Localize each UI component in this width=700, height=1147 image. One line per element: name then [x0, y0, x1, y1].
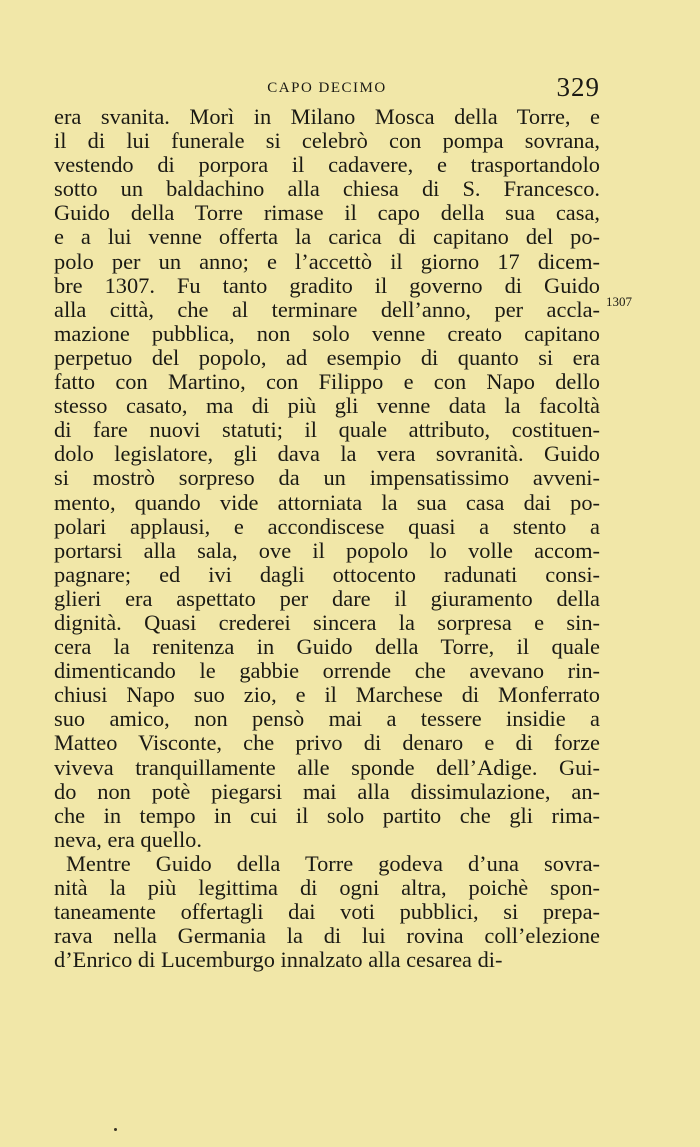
- text-line: di fare nuovi statuti; il quale attributo, costituen-: [54, 417, 600, 443]
- text-line: dimenticando le gabbie orrende che avevano rin-: [54, 658, 600, 684]
- margin-note-year: 1307: [606, 294, 632, 309]
- text-line: dignità. Quasi crederei sincera la sorpresa e sin-: [54, 609, 600, 635]
- text-line: cera la renitenza in Guido della Torre, il quale: [54, 634, 600, 660]
- text-line: e a lui venne offerta la carica di capitano del po-: [54, 224, 600, 250]
- text-line: viveva tranquillamente alle sponde dell’Adige. Gui-: [54, 754, 600, 780]
- text-line: mento, quando vide attorniata la sua casa dai po-: [54, 489, 600, 515]
- text-line: era svanita. Morì in Milano Mosca della Torre, e: [54, 104, 600, 129]
- body-text: [54, 105, 600, 972]
- text-line: Matteo Visconte, che privo di denaro e di forze: [54, 730, 600, 756]
- text-line: vestendo di porpora il cadavere, e trasportandolo: [54, 152, 600, 178]
- text-line: taneamente offertagli dai voti pubblici, si prepa-: [54, 899, 600, 925]
- text-line: polo per un anno; e l’accettò il giorno 17 dicem-: [54, 248, 600, 274]
- text-line: fatto con Martino, con Filippo e con Napo dello: [54, 369, 600, 395]
- text-line: d’Enrico di Lucemburgo innalzato alla cesarea di-: [54, 947, 503, 973]
- text-line: il di lui funerale si celebrò con pompa sovrana,: [54, 128, 600, 154]
- text-line: Guido della Torre rimase il capo della sua casa,: [54, 200, 600, 226]
- text-line: pagnare; ed ivi dagli ottocento radunati consi-: [54, 561, 600, 587]
- text-line: che in tempo in cui il solo partito che gli rima-: [54, 802, 600, 828]
- page-number: 329: [556, 72, 600, 102]
- text-line: alla città, che al terminare dell’anno, per accla-: [54, 296, 600, 322]
- running-head: [54, 72, 600, 106]
- text-line: bre 1307. Fu tanto gradito il governo di Guido: [54, 272, 600, 298]
- text-line: si mostrò sorpreso da un impensatissimo avveni-: [54, 465, 600, 491]
- text-line: glieri era aspettato per dare il giuramento della: [54, 585, 600, 611]
- text-line: mazione pubblica, non solo venne creato capitano: [54, 320, 600, 346]
- text-line: portarsi alla sala, ove il popolo lo volle accom-: [54, 537, 600, 563]
- text-line: suo amico, non pensò mai a tessere insidie a: [54, 706, 600, 732]
- text-line: neva, era quello.: [54, 826, 202, 852]
- text-line: Mentre Guido della Torre godeva d’una sovra-: [66, 850, 600, 876]
- page-speck: [114, 1128, 117, 1131]
- text-line: chiusi Napo suo zio, e il Marchese di Monferrato: [54, 682, 600, 708]
- text-line: sotto un baldachino alla chiesa di S. Francesco.: [54, 176, 600, 202]
- running-title: CAPO DECIMO: [267, 80, 387, 96]
- text-line: polari applausi, e accondiscese quasi a stento a: [54, 513, 600, 539]
- text-line: rava nella Germania la di lui rovina coll’elezione: [54, 923, 600, 949]
- text-line: stesso casato, ma di più gli venne data la facoltà: [54, 393, 600, 419]
- text-line: nità la più legittima di ogni altra, poichè spon-: [54, 875, 600, 900]
- text-line: dolo legislatore, gli dava la vera sovranità. Guido: [54, 441, 600, 467]
- text-line: perpetuo del popolo, ad esempio di quanto si era: [54, 344, 600, 370]
- text-line: do non potè piegarsi mai alla dissimulazione, an-: [54, 778, 600, 804]
